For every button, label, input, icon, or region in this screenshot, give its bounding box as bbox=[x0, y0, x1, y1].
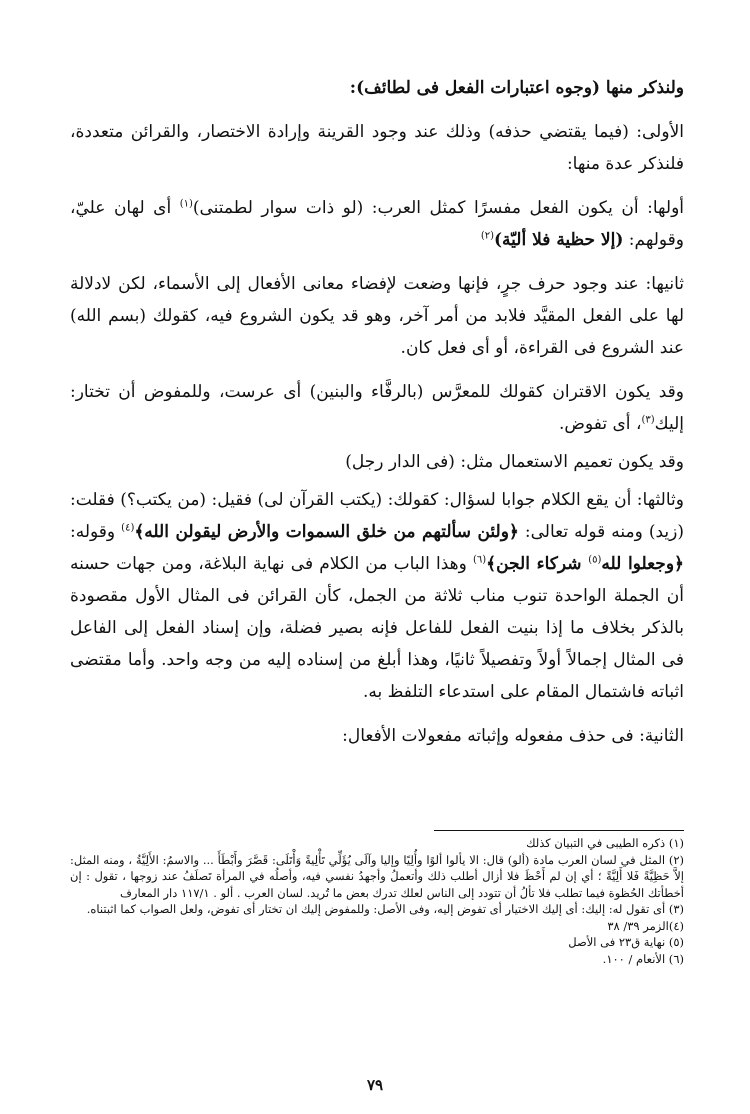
first-case-text-cont: أى لهان عليّ، وقولهم: bbox=[70, 198, 684, 250]
footnote-4: (٤)الزمر ٣٩/ ٣٨ bbox=[607, 918, 684, 933]
footnotes bbox=[70, 830, 684, 967]
footnote-divider bbox=[434, 830, 684, 831]
second-text: الثانية: فى حذف مفعوله وإثباته مفعولات الأفعال: bbox=[342, 726, 684, 746]
third-case-text: وثالثها: أن يقع الكلام جوابا لسؤال: كقولك: (يكتب القرآن لى) فقيل: (من يكتب؟) فقلت: (زيد) ومنه قوله تعالى: bbox=[70, 490, 685, 542]
second-case-text: ثانيها: عند وجود حرف جرٍ، فإنها وضعت لإفضاء معانى الأفعال إلى الأسماء، لكن لادلالة لها على الفعل المقيَّد فلابد من أمر آخر، وهو قد يكون الشروع فيه، كقولك (بسم الله) عند الشروع فى القراءة، أو أى فعل كان. bbox=[70, 274, 684, 358]
paragraph-first-case bbox=[70, 192, 684, 256]
first-case-text: أولها: أن يكون الفعل مفسرًا كمثل العرب: (لو ذات سوار لطمتنى) bbox=[192, 198, 685, 218]
paragraph-third-case bbox=[70, 484, 684, 708]
third-case-explanation: وهذا الباب من الكلام فى نهاية البلاغة، ومن جهات حسنه أن الجملة الواحدة تنوب مناب ثلاثة من الجمل، كأن القرائن فى المثال الأول مقصودة بالذكر بخلاف ما إذا بنيت الفعل للفاعل فإنه بصير فضلة، وإن إسناد الفعل إلى الفاعل فى المثال إجمالاً أولاً وتفصيلاً ثانيًا، وهذا أبلغ من إسناده إليه من وجه واحد. وأما مقتضى اثباته فاشتمال المقام على استدعاء التلفظ به. bbox=[70, 554, 684, 702]
footnote-5: (٥) نهاية ق٢٣ فى الأصل bbox=[568, 935, 684, 949]
footnote-ref-4: (٤) bbox=[121, 522, 135, 534]
footnote-ref-2: (٢) bbox=[480, 230, 495, 242]
footnote-6: (٦) الأنعام / ١٠٠. bbox=[602, 951, 684, 966]
association-text-cont: ، أى تفوض. bbox=[559, 414, 642, 434]
intro-text: ولنذكر منها (وجوه اعتبارات الفعل فى لطائف): bbox=[349, 78, 684, 98]
footnote-ref-5: (٥) bbox=[588, 554, 602, 566]
page-number: ٧٩ bbox=[366, 1076, 384, 1094]
paragraph-generalization bbox=[70, 446, 684, 478]
proverb-quote: (إلا حظية فلا أليّة) bbox=[494, 230, 624, 250]
first-text: الأولى: (فيما يقتضي حذفه) وذلك عند وجود القرينة وإرادة الاختصار، والقرائن متعددة، فلنذكر عدة منها: bbox=[70, 122, 684, 174]
association-text: وقد يكون الاقتران كقولك للمعرَّس (بالرفَّاء والبنين) أى عرست، وللمفوض أن تختار: إليك bbox=[70, 382, 684, 434]
paragraph-second bbox=[70, 720, 684, 752]
quran-verse-2b: شركاء الجن﴾ bbox=[486, 554, 589, 574]
main-text bbox=[70, 72, 684, 758]
footnote-3: (٣) أى تقول له: إليك: أى إليك الاختيار أى تفوض إليه، وفى الأصل: وللمفوض إليك ان تختار أى تفوض، ولعل الصواب كما اثبتناه. bbox=[86, 902, 684, 916]
footnote-1: (١) ذكره الطيبى في التبيان كذلك bbox=[526, 836, 684, 850]
paragraph-association bbox=[70, 376, 684, 440]
paragraph-intro bbox=[70, 72, 684, 104]
paragraph-second-case bbox=[70, 268, 684, 364]
third-case-connector: وقوله: bbox=[70, 522, 122, 542]
generalization-text: وقد يكون تعميم الاستعمال مثل: (فى الدار رجل) bbox=[345, 452, 684, 472]
quran-verse-2a: ﴿وجعلوا لله bbox=[601, 554, 684, 574]
footnote-ref-3: (٣) bbox=[641, 414, 655, 426]
paragraph-first bbox=[70, 116, 684, 180]
footnote-ref-6: (٦) bbox=[472, 554, 487, 566]
footnote-ref-1: (١) bbox=[179, 198, 193, 210]
quran-verse-1: ﴿ولئن سألتهم من خلق السموات والأرض ليقولن الله﴾ bbox=[134, 522, 519, 542]
footnote-2: (٢) المثل في لسان العرب مادة (ألو) قال: الا يألوا ألوًا وأُلِيًا وإليا وآلَى يُؤَلِّي تَأْلِيةً وَأْتَلَى: قَصَّرَ وأَبْطَأَ ... والاسمُ: الأَلِيَّةُ ، ومنه المثل: إلاَّ حَظِيَّةً فَلا أَلِيَّةً ؛ أي إن لم أَحْظَ فلا أزال أطلب ذلك وأتعملُ وأجهدُ نفسي فيه، وأصلُه في المرأة تَصلَفُ عند زوجها ، تقول : إن أخطأتك الحُظوة فيما تطلب فلا تألُ أن تتودد إلى الناس لعلك تدرك بعض ما تُريد. لسان العرب . ألو . ١١٧/١ دار المعارف bbox=[70, 852, 684, 900]
